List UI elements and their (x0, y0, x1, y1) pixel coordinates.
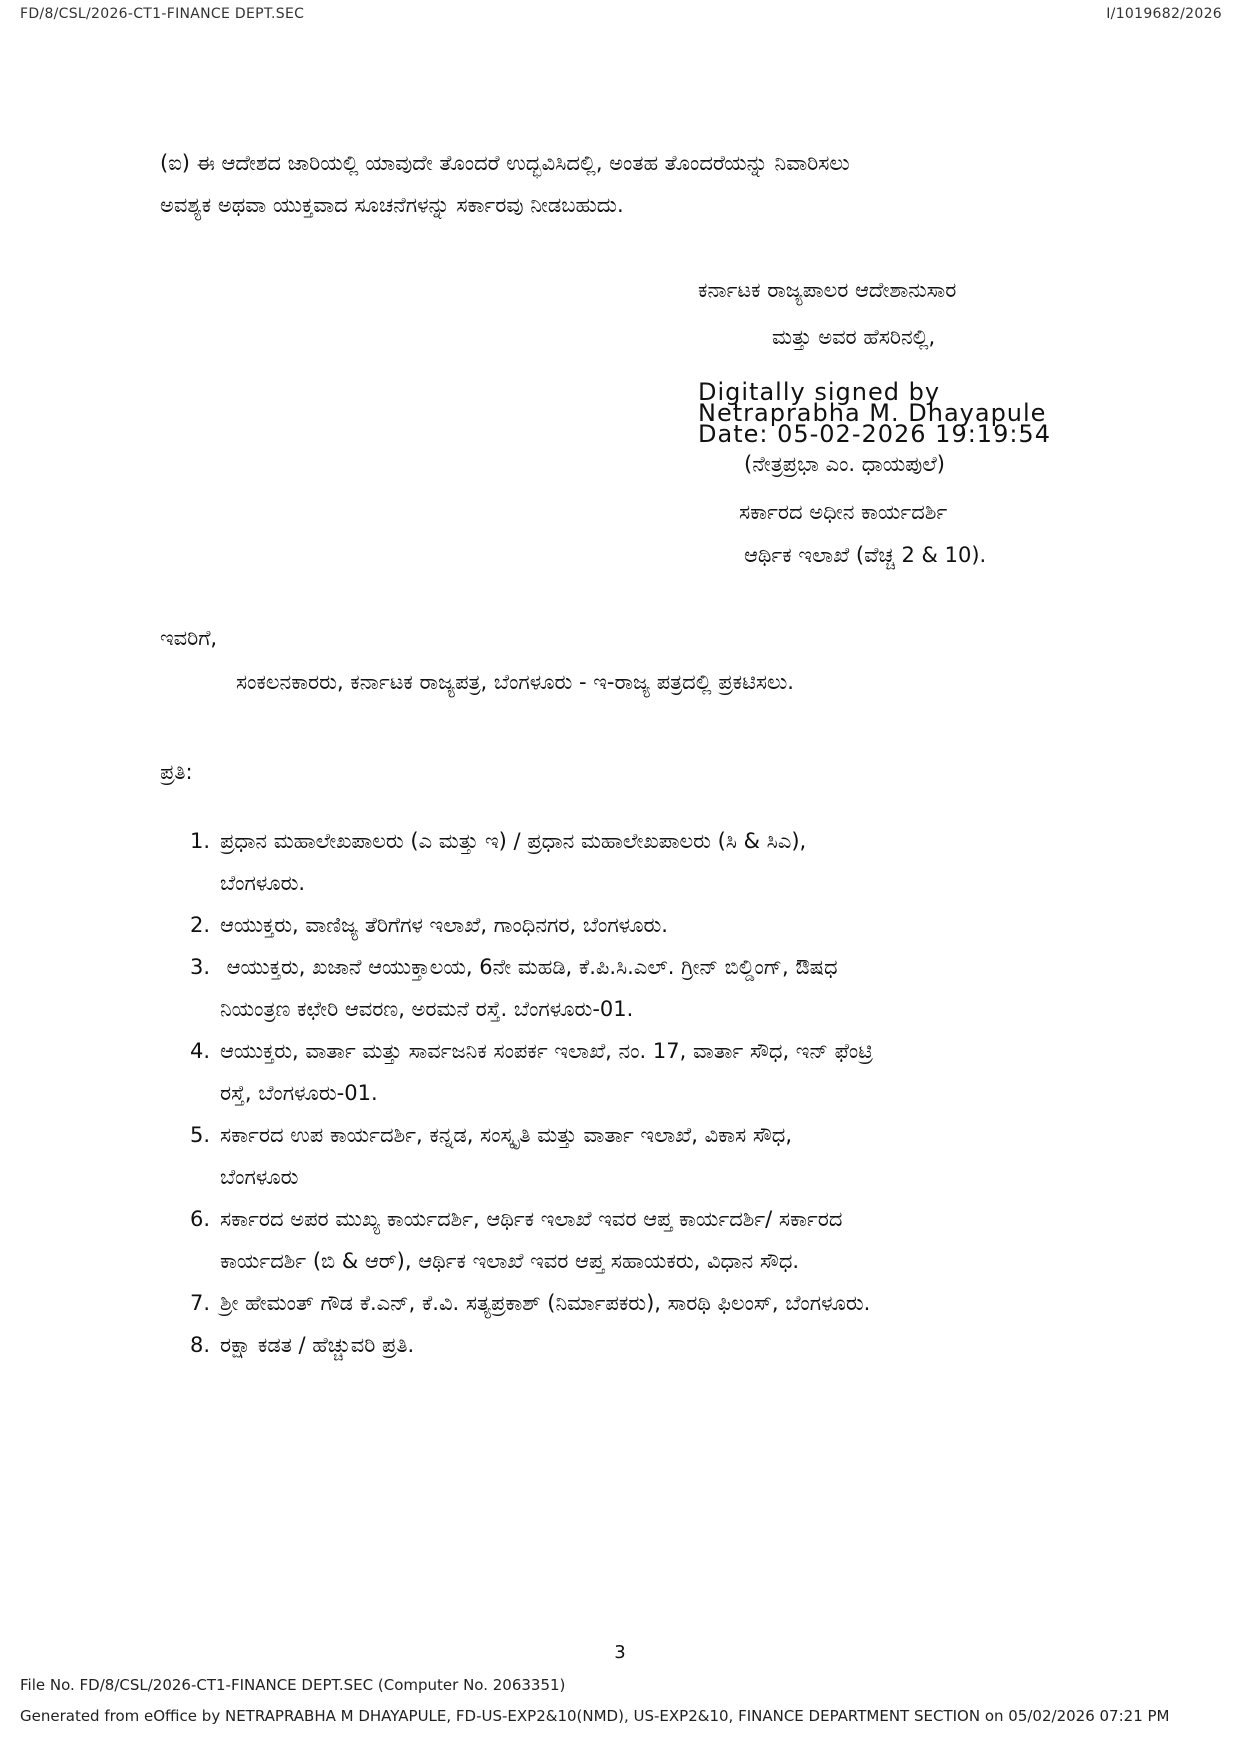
list-item-number: 3. (190, 955, 211, 979)
footer-file-line: File No. FD/8/CSL/2026-CT1-FINANCE DEPT.SEC (Computer No. 2063351) (20, 1676, 566, 1694)
list-item-line: ಶ್ರೀ ಹೇಮಂತ್ ಗೌಡ ಕೆ.ಎನ್, ಕೆ.ವಿ. ಸತ್ಯಪ್ರಕಾಶ್ (ನಿರ್ಮಾಪಕರು), ಸಾರಥಿ ಫಿಲಂಸ್, ಬೆಂಗಳೂರು. (220, 1291, 871, 1315)
signatory-name: (ನೇತ್ರಪ್ರಭಾ ಎಂ. ಧಾಯಪುಲೆ) (744, 452, 945, 476)
digital-signature-line-2: Netraprabha M. Dhayapule (698, 399, 1047, 427)
list-item-line: ಪ್ರಧಾನ ಮಹಾಲೇಖಪಾಲರು (ಎ ಮತ್ತು ಇ) / ಪ್ರಧಾನ ಮಹಾಲೇಖಪಾಲರು (ಸಿ & ಸಿಎ), (220, 829, 807, 853)
file-reference: FD/8/CSL/2026-CT1-FINANCE DEPT.SEC (20, 6, 305, 22)
list-item-line: ಕಾರ್ಯದರ್ಶಿ (ಬಿ & ಆರ್), ಆರ್ಥಿಕ ಇಲಾಖೆ ಇವರ ಆಪ್ತ ಸಹಾಯಕರು, ವಿಧಾನ ಸೌಧ. (220, 1249, 800, 1273)
list-item-number: 7. (190, 1291, 211, 1315)
copy-label: ಪ್ರತಿ: (160, 760, 193, 784)
list-item (190, 1198, 1090, 1282)
list-item-number: 5. (190, 1123, 211, 1147)
list-item-text (220, 946, 1090, 1030)
order-line-1: ಕರ್ನಾಟಕ ರಾಜ್ಯಪಾಲರ ಆದೇಶಾನುಸಾರ (698, 278, 957, 302)
clause-paragraph (160, 142, 1090, 226)
footer-generated-line: Generated from eOffice by NETRAPRABHA M DHAYAPULE, FD-US-EXP2&10(NMD), US-EXP2&10, FINANCE DEPARTMENT SECTION on 05/02/2026 07:21 PM (20, 1707, 1170, 1725)
list-item-line: ರಸ್ತೆ, ಬೆಂಗಳೂರು-01. (220, 1081, 378, 1105)
recipient-body: ಸಂಕಲನಕಾರರು, ಕರ್ನಾಟಕ ರಾಜ್ಯಪತ್ರ, ಬೆಂಗಳೂರು - ಇ-ರಾಜ್ಯ ಪತ್ರದಲ್ಲಿ ಪ್ರಕಟಿಸಲು. (236, 670, 794, 694)
order-line-2: ಮತ್ತು ಅವರ ಹೆಸರಿನಲ್ಲಿ, (772, 325, 936, 349)
list-item-text (220, 904, 1090, 946)
digital-signature-date: Date: 05-02-2026 19:19:54 (698, 420, 1051, 448)
list-item-number: 4. (190, 1039, 211, 1063)
list-item-text (220, 1198, 1090, 1282)
list-item (190, 1324, 1090, 1366)
list-item (190, 820, 1090, 904)
list-item (190, 1114, 1090, 1198)
list-item-line: ರಕ್ಷಾ ಕಡತ / ಹೆಚ್ಚುವರಿ ಪ್ರತಿ. (220, 1333, 415, 1357)
list-item-number: 8. (190, 1333, 211, 1357)
list-item-line: ಬೆಂಗಳೂರು (220, 1165, 299, 1189)
list-item-text (220, 1282, 1090, 1324)
list-item-line: ಸರ್ಕಾರದ ಅಪರ ಮುಖ್ಯ ಕಾರ್ಯದರ್ಶಿ, ಆರ್ಥಿಕ ಇಲಾಖೆ ಇವರ ಆಪ್ತ ಕಾರ್ಯದರ್ಶಿ/ ಸರ್ಕಾರದ (220, 1207, 843, 1231)
signatory-department: ಆರ್ಥಿಕ ಇಲಾಖೆ (ವೆಚ್ಚ 2 & 10). (744, 543, 987, 567)
recipient-label: ಇವರಿಗೆ, (160, 626, 218, 650)
digital-signature (698, 378, 1051, 448)
list-item-text (220, 1324, 1090, 1366)
list-item (190, 1030, 1090, 1114)
list-item-line: ಸರ್ಕಾರದ ಉಪ ಕಾರ್ಯದರ್ಶಿ, ಕನ್ನಡ, ಸಂಸ್ಕೃತಿ ಮತ್ತು ವಾರ್ತಾ ಇಲಾಖೆ, ವಿಕಾಸ ಸೌಧ, (220, 1123, 793, 1147)
list-item-line: ಬೆಂಗಳೂರು. (220, 871, 306, 895)
list-item-line: ಆಯುಕ್ತರು, ಖಜಾನೆ ಆಯುಕ್ತಾಲಯ, 6ನೇ ಮಹಡಿ, ಕೆ.ಪಿ.ಸಿ.ಎಲ್. ಗ್ರೀನ್ ಬಿಲ್ಡಿಂಗ್, ಔಷಧ (220, 955, 838, 979)
page-number: 3 (614, 1642, 626, 1663)
list-item-text (220, 1114, 1090, 1198)
clause-line-1: (ಐ) ಈ ಆದೇಶದ ಜಾರಿಯಲ್ಲಿ ಯಾವುದೇ ತೊಂದರೆ ಉದ್ಭವಿಸಿದಲ್ಲಿ, ಅಂತಹ ತೊಂದರೆಯನ್ನು ನಿವಾರಿಸಲು (160, 151, 850, 175)
list-item (190, 1282, 1090, 1324)
list-item-line: ನಿಯಂತ್ರಣ ಕಛೇರಿ ಆವರಣ, ಅರಮನೆ ರಸ್ತೆ. ಬೆಂಗಳೂರು-01. (220, 997, 634, 1021)
list-item-number: 6. (190, 1207, 211, 1231)
clause-line-2: ಅವಶ್ಯಕ ಅಥವಾ ಯುಕ್ತವಾದ ಸೂಚನೆಗಳನ್ನು ಸರ್ಕಾರವು ನೀಡಬಹುದು. (160, 193, 624, 217)
list-item-text (220, 820, 1090, 904)
list-item-text (220, 1030, 1090, 1114)
list-item-line: ಆಯುಕ್ತರು, ವಾಣಿಜ್ಯ ತೆರಿಗೆಗಳ ಇಲಾಖೆ, ಗಾಂಧಿನಗರ, ಬೆಂಗಳೂರು. (220, 913, 668, 937)
document-number: I/1019682/2026 (1106, 6, 1222, 22)
signatory-designation: ಸರ್ಕಾರದ ಅಧೀನ ಕಾರ್ಯದರ್ಶಿ (739, 500, 948, 524)
list-item-line: ಆಯುಕ್ತರು, ವಾರ್ತಾ ಮತ್ತು ಸಾರ್ವಜನಿಕ ಸಂಪರ್ಕ ಇಲಾಖೆ, ನಂ. 17, ವಾರ್ತಾ ಸೌಧ, ಇನ್ ಫೆಂಟ್ರಿ (220, 1039, 873, 1063)
list-item-number: 2. (190, 913, 211, 937)
digital-signature-line-1: Digitally signed by (698, 378, 941, 406)
list-item (190, 946, 1090, 1030)
list-item-number: 1. (190, 829, 211, 853)
list-item (190, 904, 1090, 946)
copy-list (190, 820, 1090, 1366)
